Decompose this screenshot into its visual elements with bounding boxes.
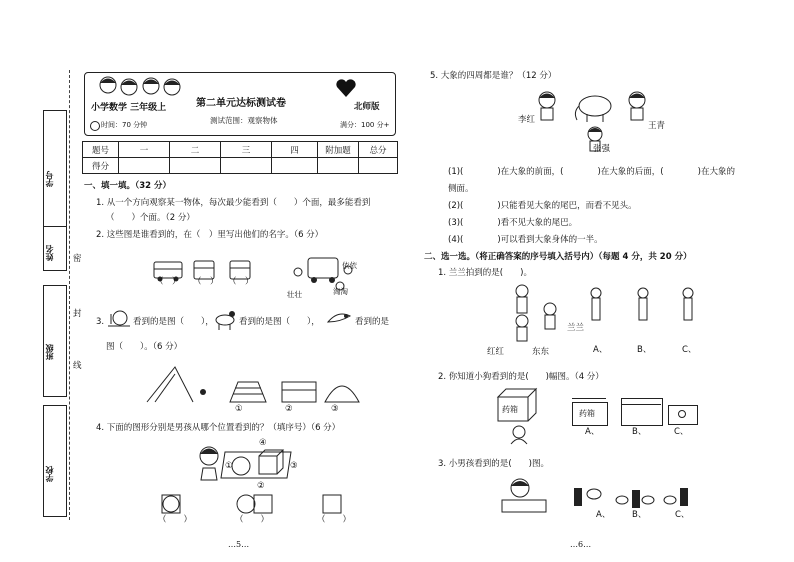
s2-q3-options-illustration — [570, 482, 700, 510]
q5-name-wangqing: 王青 — [648, 121, 666, 131]
q2-name-taotao: 淘淘 — [333, 287, 348, 296]
q1-line2: （ ）个面。（2 分） — [106, 213, 195, 223]
heart-icon — [335, 78, 357, 98]
q5-item-1: (1)( )在大象的前面，( )在大象的后面，( )在大象的 — [448, 167, 735, 177]
score-cell[interactable] — [359, 158, 398, 174]
q5-item-3: (3)( )看不见大象的尾巴。 — [448, 218, 578, 228]
page-title: 第二单元达标测试卷 — [196, 98, 286, 109]
subject-label: 小学数学 三年级上 — [91, 103, 167, 113]
s2-q2-option-b[interactable]: B、 — [632, 427, 647, 437]
edition-label: 北师版 — [354, 102, 380, 112]
time-label: 时间：70 分钟 — [101, 121, 148, 129]
cut-mark-line: 线 — [73, 361, 82, 371]
sidebar-box-name — [43, 200, 67, 271]
sidebar-box-class — [43, 285, 67, 397]
sidebar-box-school — [43, 405, 67, 517]
q3-text-a: 看到的是图（ ）， — [133, 317, 214, 327]
dog-icon — [212, 306, 238, 332]
score-cell[interactable] — [272, 158, 318, 174]
q3-label-3: ③ — [331, 404, 339, 414]
s2-q2-option-b-line — [621, 404, 661, 405]
q4-pos-3: ③ — [290, 461, 298, 471]
s2-q1-name-lanlan: 兰兰 — [567, 323, 585, 333]
score-header-cell: 一 — [119, 142, 170, 158]
score-header-cell: 三 — [221, 142, 272, 158]
score-cell[interactable] — [170, 158, 221, 174]
q5-name-lihong: 李红 — [518, 115, 536, 125]
s2-q1-option-c[interactable]: C、 — [682, 345, 697, 355]
q4-pos-1: ① — [225, 461, 233, 471]
q1-line1: 1. 从一个方向观察某一物体，每次最少能看到（ ）个面，最多能看到 — [96, 198, 371, 208]
q4-pos-2: ② — [257, 481, 265, 491]
s2-q3-option-c[interactable]: C、 — [675, 510, 690, 520]
sidebar-label-student-id: 学号 — [45, 171, 54, 187]
s2-q2-option-c[interactable]: C、 — [674, 427, 689, 437]
q5-text: 5. 大象的四周都是谁？（12 分） — [430, 71, 557, 81]
s2-q2-option-a-box-label: 药箱 — [579, 409, 595, 418]
bird-icon — [326, 308, 352, 330]
q5-item-1-cont: 侧面。 — [448, 184, 474, 194]
s2-q2-option-a[interactable]: A、 — [585, 427, 600, 437]
s2-q3-text: 3. 小男孩看到的是( )图。 — [438, 459, 549, 469]
score-cell[interactable] — [318, 158, 359, 174]
s2-q3-option-a[interactable]: A、 — [596, 510, 611, 520]
score-header-cell: 二 — [170, 142, 221, 158]
q4-text: 4. 下面的图形分别是男孩从哪个位置看到的？（填序号）（6 分） — [96, 423, 341, 433]
q4-pos-4: ④ — [259, 438, 267, 448]
full-score-label: 满分：100 分+ — [340, 121, 390, 129]
score-header-cell: 总分 — [359, 142, 398, 158]
s2-q2-box-label: 药箱 — [502, 405, 518, 414]
q3-text-c: 看到的是 — [355, 317, 390, 327]
q2-name-zhuangzhuang: 壮壮 — [287, 290, 302, 299]
score-table-header-row — [83, 142, 398, 158]
q4-shapes-illustration — [160, 493, 345, 515]
s2-q1-option-a[interactable]: A、 — [593, 345, 608, 355]
q4-blank-2[interactable]: （ ） — [235, 515, 270, 525]
score-table — [82, 141, 398, 174]
score-row-label: 得分 — [83, 158, 119, 174]
score-header-cell: 题号 — [83, 142, 119, 158]
sidebar-label-name: 姓名 — [45, 245, 54, 261]
q3-number: 3. — [96, 317, 105, 327]
score-cell[interactable] — [119, 158, 170, 174]
s2-q1-illustration — [508, 283, 708, 345]
clock-icon — [90, 121, 100, 131]
q2-name-yiyi: 依依 — [342, 261, 357, 270]
s2-q2-option-b-box — [621, 398, 663, 426]
q4-objects-illustration — [195, 440, 305, 484]
cut-mark-seal: 密 — [73, 254, 82, 264]
q4-blank-3[interactable]: （ ） — [317, 515, 352, 525]
bus-with-children-illustration — [290, 254, 360, 294]
section-1-heading: 一、填一填。（32 分） — [84, 181, 172, 191]
s2-q2-option-a-topline — [572, 398, 606, 399]
q5-item-2: (2)( )只能看见大象的尾巴，而看不见头。 — [448, 201, 637, 211]
s2-q2-option-c-dot — [678, 410, 686, 418]
score-header-cell: 附加题 — [318, 142, 359, 158]
slide-views-illustration — [145, 362, 360, 407]
snail-icon — [106, 306, 132, 330]
s2-q3-option-b[interactable]: B、 — [632, 510, 647, 520]
page-number-right: …6… — [570, 540, 592, 549]
q5-name-zhangqiang: 张强 — [593, 144, 611, 154]
score-header-cell: 四 — [272, 142, 318, 158]
q3-label-1: ① — [235, 404, 243, 414]
s2-q1-name-honghong: 红红 — [487, 347, 505, 357]
score-cell[interactable] — [221, 158, 272, 174]
page-number-left: …5… — [228, 540, 250, 549]
q4-blank-1[interactable]: （ ） — [158, 515, 193, 525]
q2-blank-3[interactable]: （ ） — [228, 277, 254, 287]
q3-text-b: 看到的是图（ ）， — [239, 317, 320, 327]
q2-blank-1[interactable]: （ ） — [155, 277, 181, 287]
s2-q1-name-dongdong: 东东 — [532, 347, 550, 357]
s2-q1-option-b[interactable]: B、 — [637, 345, 652, 355]
q3-label-2: ② — [285, 404, 293, 414]
q3-line2: 图（ ）。（6 分） — [106, 342, 183, 352]
cut-line — [69, 70, 70, 520]
boy-at-table-illustration — [500, 476, 548, 516]
q5-item-4: (4)( )可以看到大象身体的一半。 — [448, 235, 603, 245]
q2-text: 2. 这些图是谁看到的，在（ ）里写出他们的名字。（6 分） — [96, 230, 324, 240]
score-table-score-row — [83, 158, 398, 174]
s2-q1-text: 1. 兰兰拍到的是( )。 — [438, 268, 532, 278]
children-illustration — [96, 74, 186, 102]
sidebar-label-school: 学校 — [45, 466, 54, 482]
cut-mark-close: 封 — [73, 309, 82, 319]
section-2-heading: 二、选一选。（将正确答案的序号填入括号内）（每题 4 分，共 20 分） — [424, 252, 692, 262]
q2-blank-2[interactable]: （ ） — [193, 277, 219, 287]
sidebar-label-class: 班级 — [45, 344, 54, 360]
dog-front-icon — [506, 424, 532, 446]
scope-label: 测试范围：观察物体 — [210, 116, 278, 125]
s2-q2-text: 2. 你知道小狗看到的是( )幅图。（4 分） — [438, 372, 604, 382]
